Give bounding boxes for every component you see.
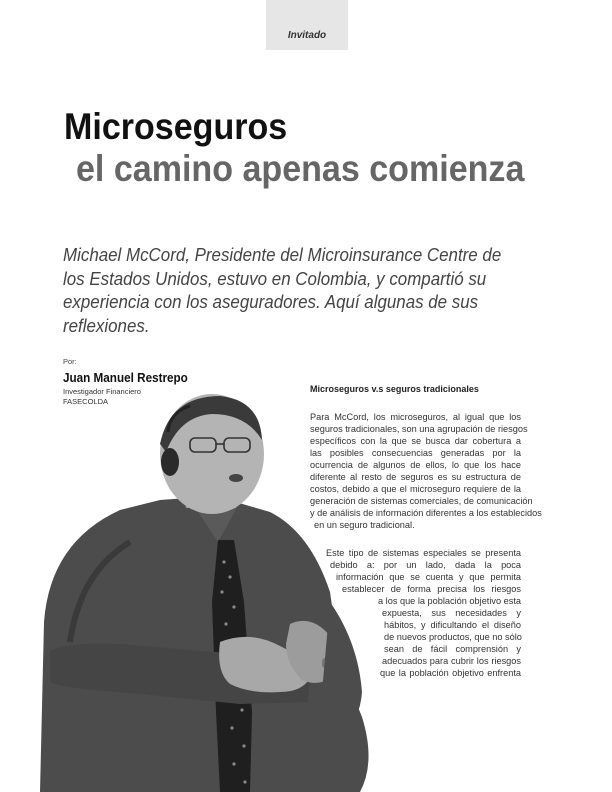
body-line: sean de fácil comprensión y [384,644,521,654]
author-name: Juan Manuel Restrepo [63,370,188,385]
body-line: hábitos, y dificultando el diseño [384,620,521,630]
body-line: debido a: por un lado, dada la poca [330,560,521,570]
body-line: seguros tradicionales, son una agrupación de riesgos [310,424,528,434]
section-tab [266,0,348,50]
body-line: y de análisis de información diferentes a los establecidos [310,508,542,518]
body-line: de nuevos productos, que no sólo [384,632,522,642]
body-line: diferente al resto de seguros es su estructura de [310,472,521,482]
lead-paragraph: Michael McCord, Presidente del Microinsurance Centre de los Estados Unidos, estuvo en Colombia, y compartió su experiencia con los aseguradores. Aquí algunas de sus reflexiones. [63,245,502,336]
body-line: establecer de forma precisa los riesgos [342,584,521,594]
body-line: en un seguro tradicional. [314,520,415,530]
author-organization: FASECOLDA [63,397,109,406]
article-title: Microseguros [64,106,288,147]
byline-prefix: Por: [63,357,77,366]
body-line: generación de sistemas comerciales, de comunicación [310,496,533,506]
body-line: ocurrencia de algunos de ellos, lo que los hace [310,460,521,470]
body-line: que la población objetivo enfrenta [380,668,521,678]
body-line: las posibles consecuencias generadas por la [310,448,521,458]
body-line: Este tipo de sistemas especiales se presenta [326,548,521,558]
body-line: adecuados para cubrir los riesgos [382,656,521,666]
body-line: específicos con la que se busca dar cobertura a [310,436,521,446]
body-line: a los que la población objetivo esta [378,596,522,606]
body-line: información que se cuenta y que permita [336,572,521,582]
section-heading: Microseguros v.s seguros tradicionales [310,384,479,394]
article-subtitle: el camino apenas comienza [76,148,525,189]
body-line: costos, debido a que el microseguro requiere de la [310,484,521,494]
body-line: expuesta, sus necesidades y [382,608,521,618]
body-line: Para McCord, los microseguros, al igual que los [310,412,521,422]
section-tab-label: Invitado [287,30,327,41]
author-role: Investigador Financiero [63,387,141,396]
